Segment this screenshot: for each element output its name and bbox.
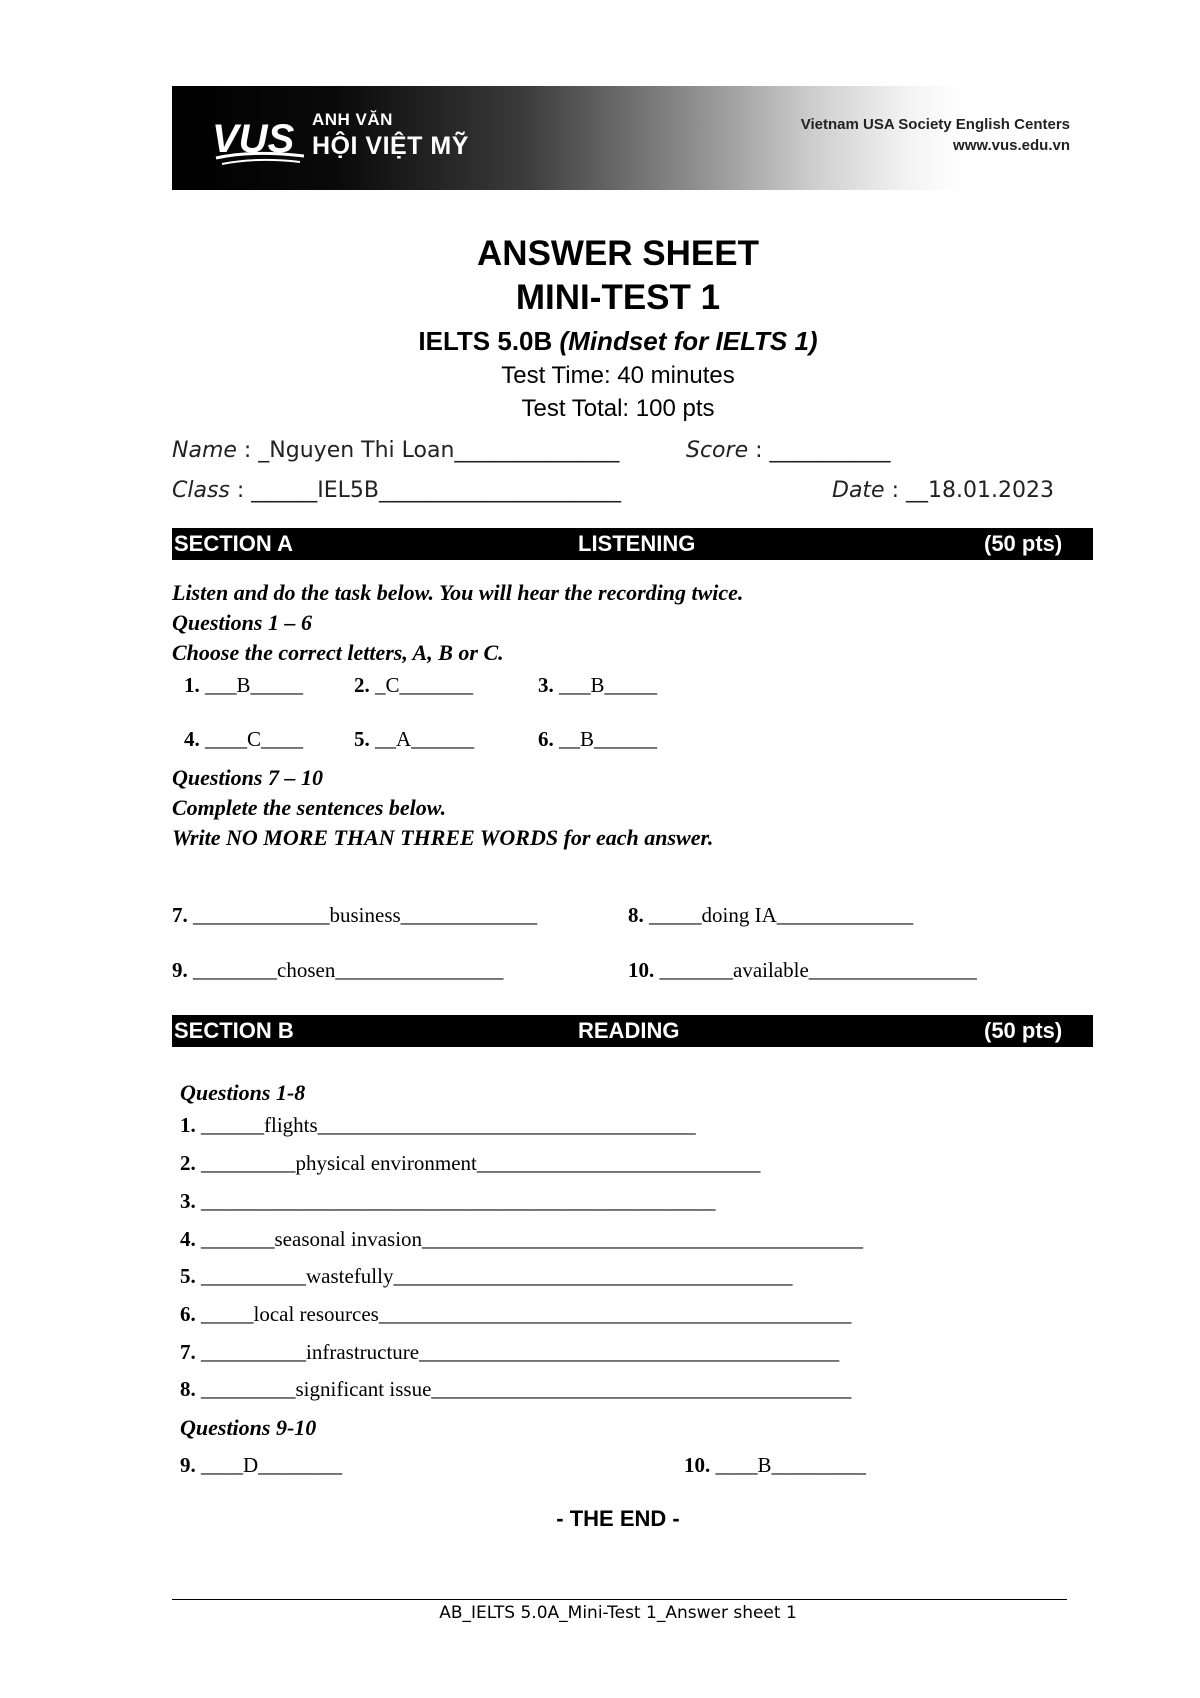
header-banner: [172, 86, 1092, 190]
reading-answer-4: 4. _______seasonal invasion__________________________________________: [180, 1227, 864, 1251]
section-b-points: (50 pts): [984, 1018, 1063, 1043]
organization-name: Vietnam USA Society English Centers: [800, 116, 1070, 133]
section-b-name: READING: [578, 1018, 680, 1043]
brand-line-1: ANH VĂN: [312, 110, 393, 129]
questions-7-10-instruction-1: Complete the sentences below.: [172, 795, 447, 820]
score-field: [686, 438, 891, 463]
listening-answer-6: 6. __B______: [538, 727, 658, 751]
title-mini-test: MINI-TEST 1: [515, 278, 721, 317]
section-a-label: SECTION A: [174, 531, 293, 556]
name-label: Name: [172, 438, 237, 463]
brand-name: [312, 110, 469, 161]
listening-answer-2: 2. _C_______: [354, 673, 474, 697]
questions-1-6-title: Questions 1 – 6: [172, 610, 312, 635]
organization-url: www.vus.edu.vn: [953, 137, 1070, 154]
listening-instruction: Listen and do the task below. You will hear the recording twice.: [172, 580, 744, 605]
name-value: : _Nguyen Thi Loan_______________: [236, 438, 620, 463]
questions-1-6-instruction: Choose the correct letters, A, B or C.: [172, 640, 504, 665]
test-total: Test Total: 100 pts: [521, 395, 715, 422]
name-field: [172, 438, 619, 463]
section-a-name: LISTENING: [578, 531, 696, 556]
reading-answer-8: 8. _________significant issue________________________________________: [180, 1377, 852, 1401]
listening-answer-7: 7. _____________business_____________: [172, 903, 538, 927]
brand-line-2: HỘI VIỆT MỸ: [312, 132, 469, 160]
score-value: : ___________: [748, 438, 891, 463]
test-time: Test Time: 40 minutes: [501, 362, 735, 389]
title-answer-sheet: ANSWER SHEET: [477, 234, 759, 273]
end-text: - THE END -: [556, 1506, 680, 1531]
class-field: [172, 478, 621, 503]
course-book: (Mindset for IELTS 1): [559, 326, 818, 356]
reading-answer-9: 9. ____D________: [180, 1453, 343, 1477]
listening-answer-3: 3. ___B_____: [538, 673, 658, 697]
reading-answer-3: 3. _________________________________________________: [180, 1189, 716, 1213]
questions-7-10-title: Questions 7 – 10: [172, 765, 323, 790]
listening-answer-5: 5. __A______: [354, 727, 475, 751]
class-label: Class: [172, 478, 230, 503]
questions-1-8-title: Questions 1-8: [180, 1080, 306, 1105]
class-value: : ______IEL5B______________________: [229, 478, 622, 503]
section-a-header: [172, 528, 1093, 560]
reading-answer-6: 6. _____local resources_____________________________________________: [180, 1302, 852, 1326]
course-level: IELTS 5.0B: [418, 326, 553, 356]
reading-answer-10: 10. ____B_________: [684, 1453, 867, 1477]
listening-answer-8: 8. _____doing IA_____________: [628, 903, 914, 927]
vus-logo-text: VUS: [212, 117, 295, 161]
reading-answer-1: 1. ______flights____________________________________: [180, 1113, 696, 1137]
listening-answer-4: 4. ____C____: [184, 727, 304, 751]
listening-answer-10: 10. _______available________________: [628, 958, 977, 982]
score-label: Score: [686, 438, 749, 463]
footer-divider: [172, 1599, 1067, 1600]
date-label: Date: [832, 478, 885, 503]
date-value: : __18.01.2023: [884, 478, 1054, 503]
section-a-points: (50 pts): [984, 531, 1063, 556]
footer-text: AB_IELTS 5.0A_Mini-Test 1_Answer sheet 1: [439, 1603, 797, 1623]
course-title: [0, 326, 1200, 357]
questions-9-10-title: Questions 9-10: [180, 1415, 317, 1440]
reading-answer-2: 2. _________physical environment___________________________: [180, 1151, 761, 1175]
questions-7-10-instruction-2: Write NO MORE THAN THREE WORDS for each answer.: [172, 825, 714, 850]
listening-answer-1: 1. ___B_____: [184, 673, 304, 697]
reading-answer-5: 5. __________wastefully______________________________________: [180, 1264, 793, 1288]
date-field: [832, 478, 1054, 503]
section-b-header: [172, 1015, 1093, 1047]
listening-answer-9: 9. ________chosen________________: [172, 958, 504, 982]
organization-info: [801, 116, 1070, 154]
reading-answer-7: 7. __________infrastructure________________________________________: [180, 1340, 840, 1364]
section-b-label: SECTION B: [174, 1018, 294, 1043]
